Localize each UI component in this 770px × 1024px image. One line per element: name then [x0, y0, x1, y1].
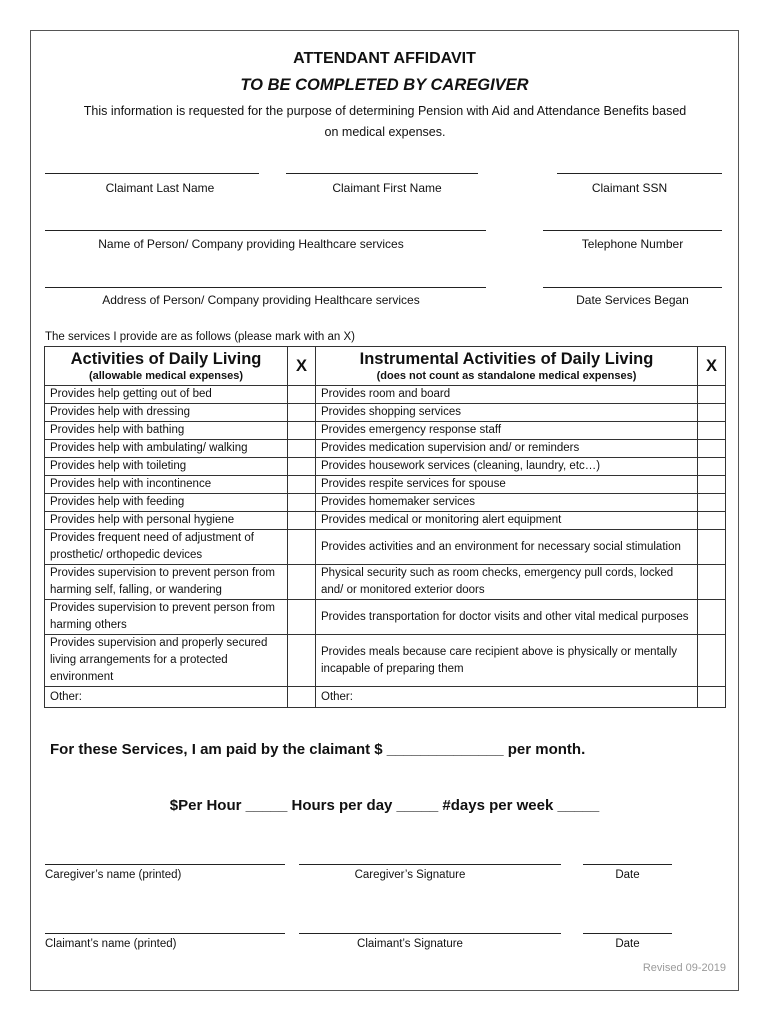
date-began-field[interactable] [543, 287, 722, 288]
adl-item: Provides help with bathing [45, 422, 288, 440]
iadl-checkbox[interactable] [698, 687, 726, 708]
date-began-label: Date Services Began [576, 293, 689, 307]
iadl-item: Provides housework services (cleaning, laundry, etc…) [316, 458, 698, 476]
claimant-last-name-label: Claimant Last Name [105, 181, 215, 195]
adl-item: Provides help with ambulating/ walking [45, 440, 288, 458]
claimant-date-label: Date [615, 938, 640, 950]
provider-address-field[interactable] [45, 287, 486, 288]
iadl-checkbox[interactable] [698, 530, 726, 565]
adl-checkbox[interactable] [288, 687, 316, 708]
form-intro [44, 101, 726, 143]
caregiver-name-label: Caregiver’s name (printed) [45, 869, 182, 881]
table-row [45, 404, 726, 422]
table-row-other [45, 687, 726, 708]
claimant-ssn-field[interactable] [557, 173, 722, 174]
form-subtitle: TO BE COMPLETED BY CAREGIVER [240, 76, 529, 94]
iadl-item: Provides emergency response staff [316, 422, 698, 440]
iadl-checkbox[interactable] [698, 565, 726, 600]
iadl-checkbox[interactable] [698, 458, 726, 476]
provider-name-field[interactable] [45, 230, 486, 231]
adl-item: Provides supervision to prevent person from harming others [45, 600, 288, 635]
adl-item: Provides help getting out of bed [45, 386, 288, 404]
table-row [45, 565, 726, 600]
claimant-name-field[interactable] [45, 933, 285, 934]
adl-checkbox[interactable] [288, 422, 316, 440]
adl-item: Provides help with incontinence [45, 476, 288, 494]
claimant-first-name-field[interactable] [286, 173, 478, 174]
table-row [45, 440, 726, 458]
adl-header-subtitle: (allowable medical expenses) [88, 370, 244, 382]
iadl-checkbox[interactable] [698, 422, 726, 440]
caregiver-signature-field[interactable] [299, 864, 561, 865]
adl-checkbox[interactable] [288, 530, 316, 565]
table-row [45, 386, 726, 404]
iadl-checkbox[interactable] [698, 440, 726, 458]
iadl-item: Provides activities and an environment for necessary social stimulation [316, 530, 698, 565]
payment-monthly-line[interactable]: For these Services, I am paid by the claimant $ ______________ per month. [50, 741, 586, 758]
adl-item: Provides help with toileting [45, 458, 288, 476]
table-row [45, 600, 726, 635]
adl-item: Provides help with feeding [45, 494, 288, 512]
iadl-item: Provides homemaker services [316, 494, 698, 512]
iadl-item: Provides room and board [316, 386, 698, 404]
adl-checkbox[interactable] [288, 565, 316, 600]
caregiver-date-field[interactable] [583, 864, 672, 865]
adl-checkbox[interactable] [288, 512, 316, 530]
payment-rate-line[interactable]: $Per Hour _____ Hours per day _____ #days per week _____ [169, 797, 600, 814]
table-row [45, 512, 726, 530]
table-row [45, 494, 726, 512]
telephone-field[interactable] [543, 230, 722, 231]
iadl-checkbox[interactable] [698, 600, 726, 635]
claimant-last-name-field[interactable] [45, 173, 259, 174]
adl-item: Provides help with dressing [45, 404, 288, 422]
adl-checkbox[interactable] [288, 404, 316, 422]
claimant-date-field[interactable] [583, 933, 672, 934]
iadl-header-title: Instrumental Activities of Daily Living [359, 350, 654, 368]
iadl-x-header: X [698, 347, 726, 386]
iadl-other: Other: [316, 687, 698, 708]
telephone-label: Telephone Number [581, 237, 684, 251]
services-header-row [45, 347, 726, 386]
claimant-ssn-label: Claimant SSN [591, 181, 668, 195]
iadl-item: Provides transportation for doctor visits and other vital medical purposes [316, 600, 698, 635]
table-row [45, 458, 726, 476]
claimant-name-label: Claimant’s name (printed) [45, 938, 177, 950]
caregiver-name-field[interactable] [45, 864, 285, 865]
claimant-signature-label: Claimant’s Signature [357, 938, 463, 950]
adl-item: Provides frequent need of adjustment of prosthetic/ orthopedic devices [45, 530, 288, 565]
revision-note: Revised 09-2019 [642, 962, 726, 974]
adl-item: Provides supervision to prevent person from harming self, falling, or wandering [45, 565, 288, 600]
adl-item: Provides help with personal hygiene [45, 512, 288, 530]
services-table [44, 346, 726, 708]
provider-address-label: Address of Person/ Company providing Healthcare services [102, 293, 420, 307]
table-row [45, 422, 726, 440]
iadl-checkbox[interactable] [698, 404, 726, 422]
adl-checkbox[interactable] [288, 635, 316, 687]
provider-name-label: Name of Person/ Company providing Healthcare services [98, 237, 404, 251]
iadl-item: Provides respite services for spouse [316, 476, 698, 494]
caregiver-signature-label: Caregiver’s Signature [354, 869, 466, 881]
iadl-item: Provides medical or monitoring alert equipment [316, 512, 698, 530]
iadl-checkbox[interactable] [698, 635, 726, 687]
iadl-item: Provides shopping services [316, 404, 698, 422]
adl-checkbox[interactable] [288, 494, 316, 512]
iadl-item: Physical security such as room checks, emergency pull cords, locked and/ or monitored exterior doors [316, 565, 698, 600]
adl-checkbox[interactable] [288, 458, 316, 476]
claimant-signature-field[interactable] [299, 933, 561, 934]
adl-checkbox[interactable] [288, 386, 316, 404]
adl-checkbox[interactable] [288, 600, 316, 635]
claimant-first-name-label: Claimant First Name [332, 181, 442, 195]
adl-checkbox[interactable] [288, 440, 316, 458]
iadl-item: Provides medication supervision and/ or reminders [316, 440, 698, 458]
caregiver-date-label: Date [615, 869, 640, 881]
table-row [45, 476, 726, 494]
adl-x-header: X [288, 347, 316, 386]
adl-other: Other: [45, 687, 288, 708]
adl-header [45, 347, 288, 386]
iadl-header [316, 347, 698, 386]
intro-line-1: This information is requested for the purpose of determining Pension with Aid and Attendance Benefits based [83, 104, 687, 118]
table-row [45, 635, 726, 687]
adl-checkbox[interactable] [288, 476, 316, 494]
iadl-header-subtitle: (does not count as standalone medical expenses) [376, 370, 637, 382]
intro-line-2: on medical expenses. [324, 125, 446, 139]
iadl-item: Provides meals because care recipient above is physically or mentally incapable of preparing them [316, 635, 698, 687]
iadl-checkbox[interactable] [698, 512, 726, 530]
adl-header-title: Activities of Daily Living [70, 350, 262, 368]
iadl-checkbox[interactable] [698, 386, 726, 404]
form-title: ATTENDANT AFFIDAVIT [293, 50, 476, 67]
services-intro: The services I provide are as follows (please mark with an X) [45, 331, 355, 343]
table-row [45, 530, 726, 565]
iadl-checkbox[interactable] [698, 476, 726, 494]
iadl-checkbox[interactable] [698, 494, 726, 512]
adl-item: Provides supervision and properly secured living arrangements for a protected environment [45, 635, 288, 687]
